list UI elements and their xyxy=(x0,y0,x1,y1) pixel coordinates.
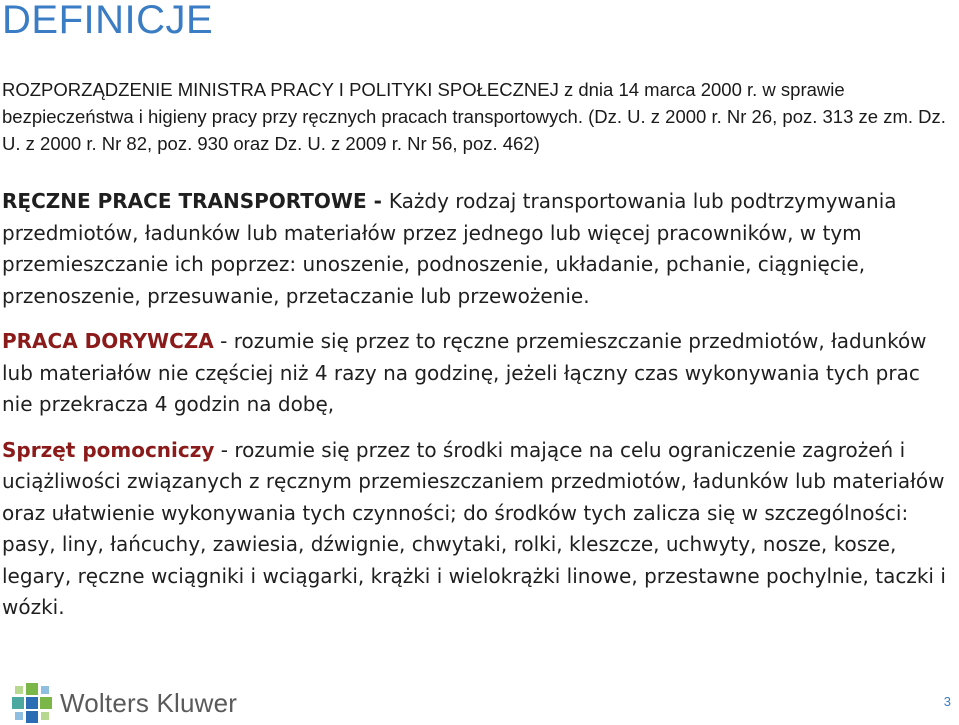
definition-item xyxy=(2,186,954,312)
definition-term: Sprzęt pomocniczy xyxy=(2,437,215,462)
page-number: 3 xyxy=(943,694,951,709)
brand-name: Wolters Kluwer xyxy=(60,687,238,718)
regulation-reference: ROZPORZĄDZENIE MINISTRA PRACY I POLITYKI SPOŁECZNEJ z dnia 14 marca 2000 r. w sprawie bezpieczeństwa i higieny pracy przy ręcznych pracach transportowych. (Dz. U. z 2000 r. Nr 26, poz. 313 ze zm. Dz. U. z 2000 r. Nr 82, poz. 930 oraz Dz. U. z 2009 r. Nr 56, poz. 462) xyxy=(2,79,946,154)
slide-title: DEFINICJE xyxy=(2,0,214,42)
wolters-kluwer-logo-icon xyxy=(12,683,52,723)
definition-item xyxy=(2,326,954,421)
definition-text: rozumie się przez to środki mające na celu ograniczenie zagrożeń i uciążliwości związanych z ręcznym przemieszczaniem przedmiotów, ładunków lub materiałów oraz ułatwienie wykonywania tych czynności; do środków tych zalicza się w szczególności: pasy, liny, łańcuchy, zawiesia, dźwignie, chwytaki, rolki, kleszcze, uchwyty, nosze, kosze, legary, ręczne wciągniki i wciągarki, krążki i wielokrążki linowe, przestawne pochylnie, taczki i wózki. xyxy=(2,437,946,619)
footer-logo xyxy=(12,683,237,723)
definition-term: PRACA DORYWCZA xyxy=(2,329,214,353)
definition-separator: - xyxy=(214,437,235,462)
definition-separator: - xyxy=(366,189,389,213)
definition-term: RĘCZNE PRACE TRANSPORTOWE xyxy=(2,189,367,213)
definition-text: Każdy rodzaj transportowania lub podtrzymywania przedmiotów, ładunków lub materiałów przez jednego lub więcej pracowników, w tym przemieszczanie ich poprzez: unoszenie, podnoszenie, układanie, pchanie, ciągnięcie, przenoszenie, przesuwanie, przetaczanie lub przewożenie. xyxy=(2,189,897,308)
definitions-list xyxy=(2,186,954,624)
definition-text: rozumie się przez to ręczne przemieszczanie przedmiotów, ładunków lub materiałów nie częściej niż 4 razy na godzinę, jeżeli łączny czas wykonywania tych prac nie przekracza 4 godzin na dobę, xyxy=(2,329,927,416)
definition-item xyxy=(2,435,954,624)
definition-separator: - xyxy=(213,329,234,353)
